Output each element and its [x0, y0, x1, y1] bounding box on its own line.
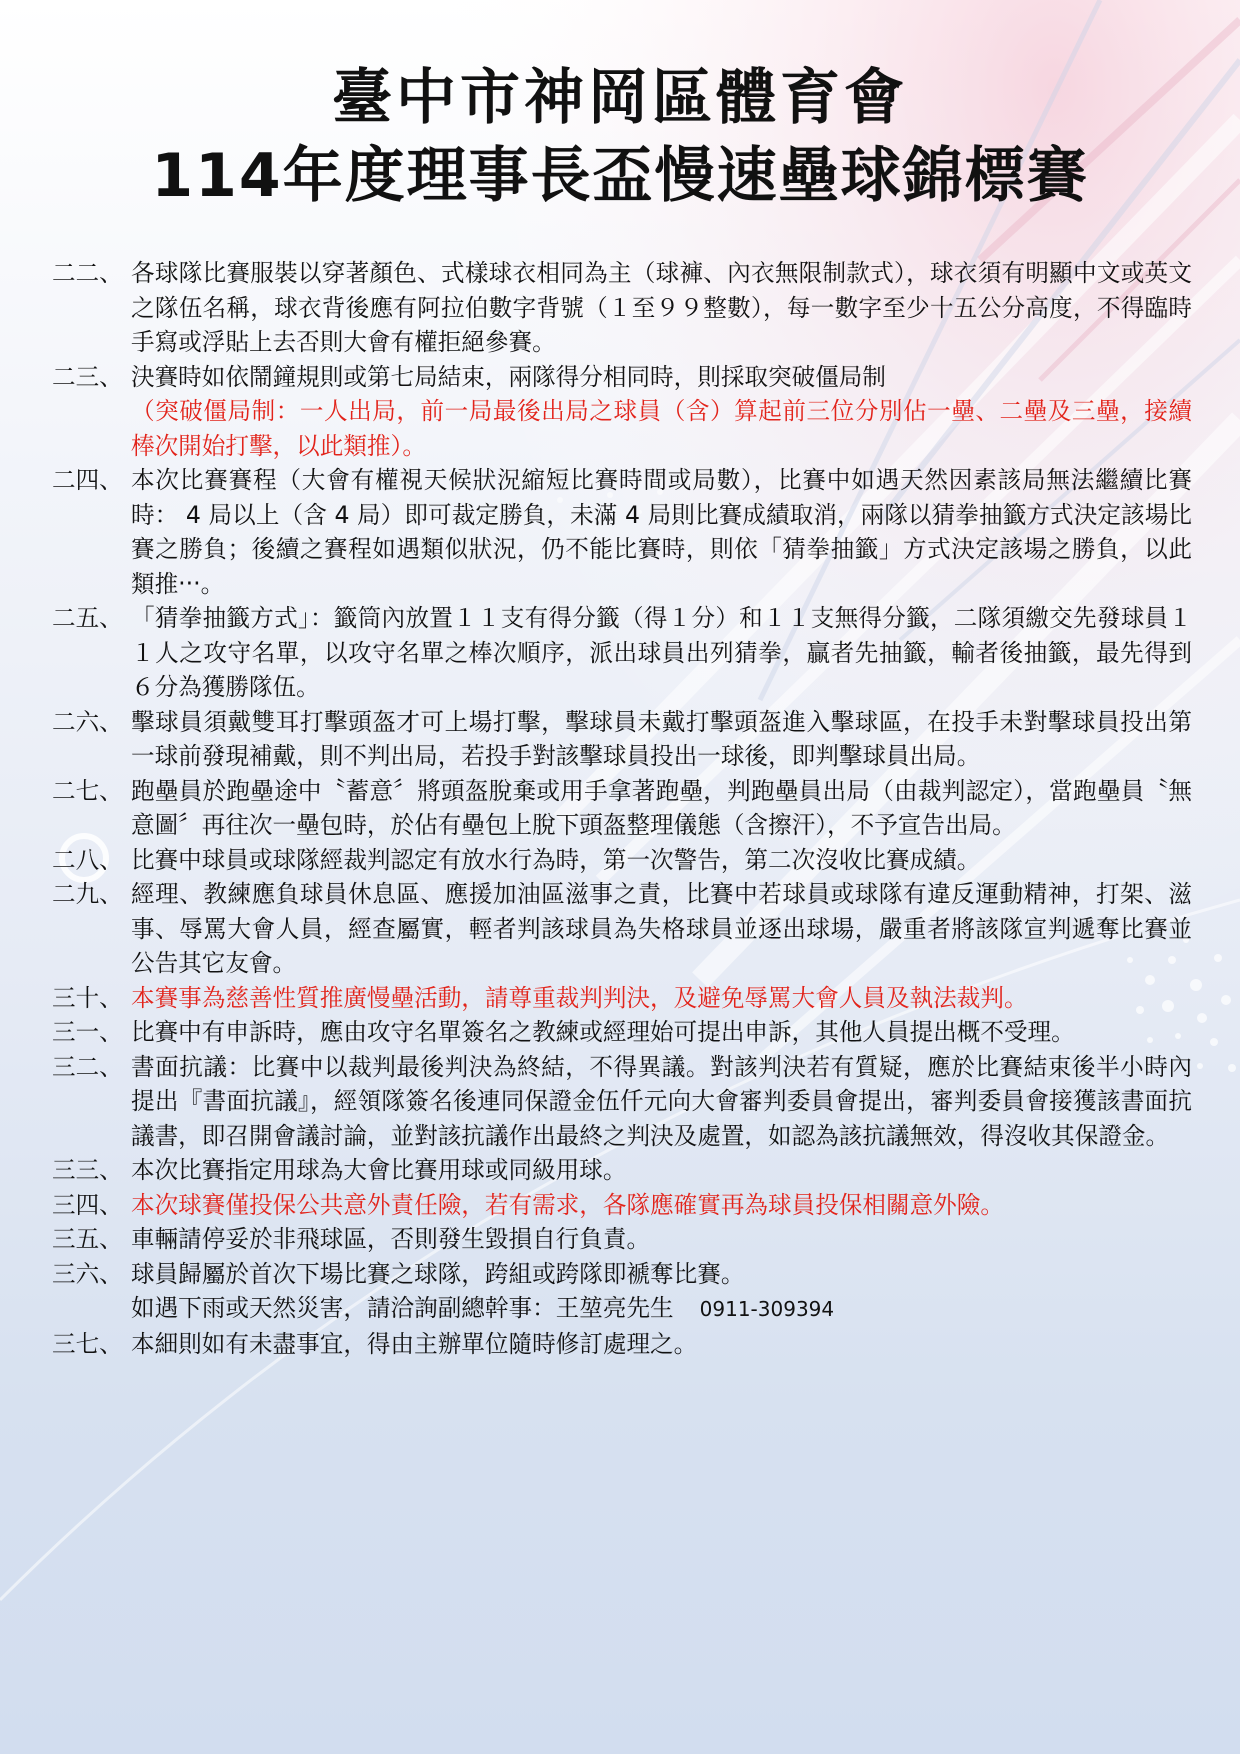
rule-item — [52, 1188, 1192, 1223]
rule-number: 二六、 — [52, 707, 123, 736]
rule-item — [52, 1153, 1192, 1188]
rule-number: 二九、 — [52, 880, 123, 908]
rule-number: 三三、 — [52, 1156, 123, 1184]
rule-number: 二七、 — [52, 776, 123, 805]
rule-number: 二五、 — [52, 604, 123, 632]
rule-number: 三一、 — [52, 1018, 123, 1046]
rule-number: 二三、 — [52, 362, 123, 391]
rule-number: 三二、 — [52, 1052, 123, 1081]
rule-text: 本次比賽指定用球為大會比賽用球或同級用球。 — [131, 1156, 627, 1184]
rule-item — [52, 981, 1192, 1016]
rule-text: 比賽中球員或球隊經裁判認定有放水行為時，第一次警告，第二次沒收比賽成績。 — [131, 845, 981, 874]
rule-item — [52, 1257, 1192, 1327]
rule-text: 書面抗議：比賽中以裁判最後判決為終結，不得異議。對該判決若有質疑，應於比賽結束後半小時內提出『書面抗議』，經領隊簽名後連同保證金伍仟元向大會審判委員會提出，審判委員會接獲該書面抗議書，即召開會議討論，並對該抗議作出最終之判決及處置，如認為該抗議無效，得沒收其保證金。 — [131, 1052, 1192, 1150]
rule-item — [52, 877, 1192, 981]
rule-item — [52, 705, 1192, 774]
rule-text: 球員歸屬於首次下場比賽之球隊，跨組或跨隊即褫奪比賽。 — [131, 1259, 745, 1288]
rule-item — [52, 601, 1192, 705]
rule-text: 本次球賽僅投保公共意外責任險，若有需求，各隊應確實再為球員投保相關意外險。 — [131, 1190, 1004, 1219]
rule-item — [52, 1222, 1192, 1257]
rule-item — [52, 1015, 1192, 1050]
rule-number: 三六、 — [52, 1259, 123, 1288]
rule-subnote-text: （突破僵局制：一人出局，前一局最後出局之球員（含）算起前三位分別佔一壘、二壘及三壘，接續棒次開始打擊，以此類推）。 — [131, 397, 1192, 460]
rule-item — [52, 774, 1192, 843]
rule-number: 二二、 — [52, 259, 123, 287]
page-title-line2: 114年度理事長盃慢速壘球錦標賽 — [151, 141, 1089, 211]
rule-text: 本細則如有未盡事宜，得由主辦單位隨時修訂處理之。 — [131, 1329, 698, 1358]
rule-number: 二四、 — [52, 466, 123, 494]
rule-item — [52, 256, 1192, 360]
rule-text: 本賽事為慈善性質推廣慢壘活動，請尊重裁判判決，及避免辱罵大會人員及執法裁判。 — [131, 983, 1028, 1012]
rule-text: 車輛請停妥於非飛球區，否則發生毀損自行負責。 — [131, 1225, 651, 1253]
rule-item — [52, 843, 1192, 878]
rule-text: 比賽中有申訴時，應由攻守名單簽名之教練或經理始可提出申訴，其他人員提出概不受理。 — [131, 1018, 1075, 1046]
rule-text: 跑壘員於跑壘途中〝蓄意〞將頭盔脫棄或用手拿著跑壘，判跑壘員出局（由裁判認定），當跑壘員〝無意圖〞再往次一壘包時，於佔有壘包上脫下頭盔整理儀態（含擦汗），不予宣告出局。 — [131, 776, 1192, 839]
rule-number: 三七、 — [52, 1329, 123, 1358]
rule-text: 經理、教練應負球員休息區、應援加油區滋事之責，比賽中若球員或球隊有違反運動精神，打架、滋事、辱罵大會人員，經查屬實，輕者判該球員為失格球員並逐出球場，嚴重者將該隊宣判遞奪比賽並公告其它友會。 — [131, 880, 1192, 977]
rule-item — [52, 1327, 1192, 1362]
contact-phone: 0911-309394 — [699, 1297, 835, 1321]
rule-text: 各球隊比賽服裝以穿著顏色、式樣球衣相同為主（球褲、內衣無限制款式），球衣須有明顯中文或英文之隊伍名稱，球衣背後應有阿拉伯數字背號（１至９９整數），每一數字至少十五公分高度，不得臨時手寫或浮貼上去否則大會有權拒絕參賽。 — [131, 259, 1192, 356]
rule-subnote — [131, 1291, 1192, 1327]
rules-list — [52, 256, 1192, 1361]
rule-number: 三五、 — [52, 1225, 123, 1253]
rule-text: 「猜拳抽籤方式」：籤筒內放置１１支有得分籤（得１分）和１１支無得分籤，二隊須繳交先發球員１１人之攻守名單，以攻守名單之棒次順序，派出球員出列猜拳，贏者先抽籤，輸者後抽籤，最先得到６分為獲勝隊伍。 — [131, 604, 1192, 701]
rule-number: 三十、 — [52, 983, 123, 1012]
rule-text: 擊球員須戴雙耳打擊頭盔才可上場打擊，擊球員未戴打擊頭盔進入擊球區，在投手未對擊球員投出第一球前發現補戴，則不判出局，若投手對該擊球員投出一球後，即判擊球員出局。 — [131, 707, 1192, 770]
rule-text: 本次比賽賽程（大會有權視天候狀況縮短比賽時間或局數），比賽中如遇天然因素該局無法繼續比賽時： 4 局以上（含 4 局）即可裁定勝負，未滿 4 局則比賽成績取消，兩隊以猜拳抽籤方式決定該場比賽之勝負；後續之賽程如遇類似狀況，仍不能比賽時，則依「猜拳抽籤」方式決定該場之勝負，以此類推‧‧‧。 — [131, 466, 1192, 598]
rule-item — [52, 463, 1192, 601]
rule-item — [52, 1050, 1192, 1154]
rule-subnote — [131, 394, 1192, 463]
rule-text: 決賽時如依鬧鐘規則或第七局結束，兩隊得分相同時，則採取突破僵局制 — [131, 362, 886, 391]
rule-number: 二八、 — [52, 845, 123, 874]
rule-subnote-text: 如遇下雨或天然災害，請洽詢副總幹事：王堃亮先生 — [131, 1294, 674, 1322]
rule-item — [52, 360, 1192, 464]
rule-number: 三四、 — [52, 1190, 123, 1219]
page-title-line1: 臺中市神岡區體育會 — [332, 63, 908, 133]
